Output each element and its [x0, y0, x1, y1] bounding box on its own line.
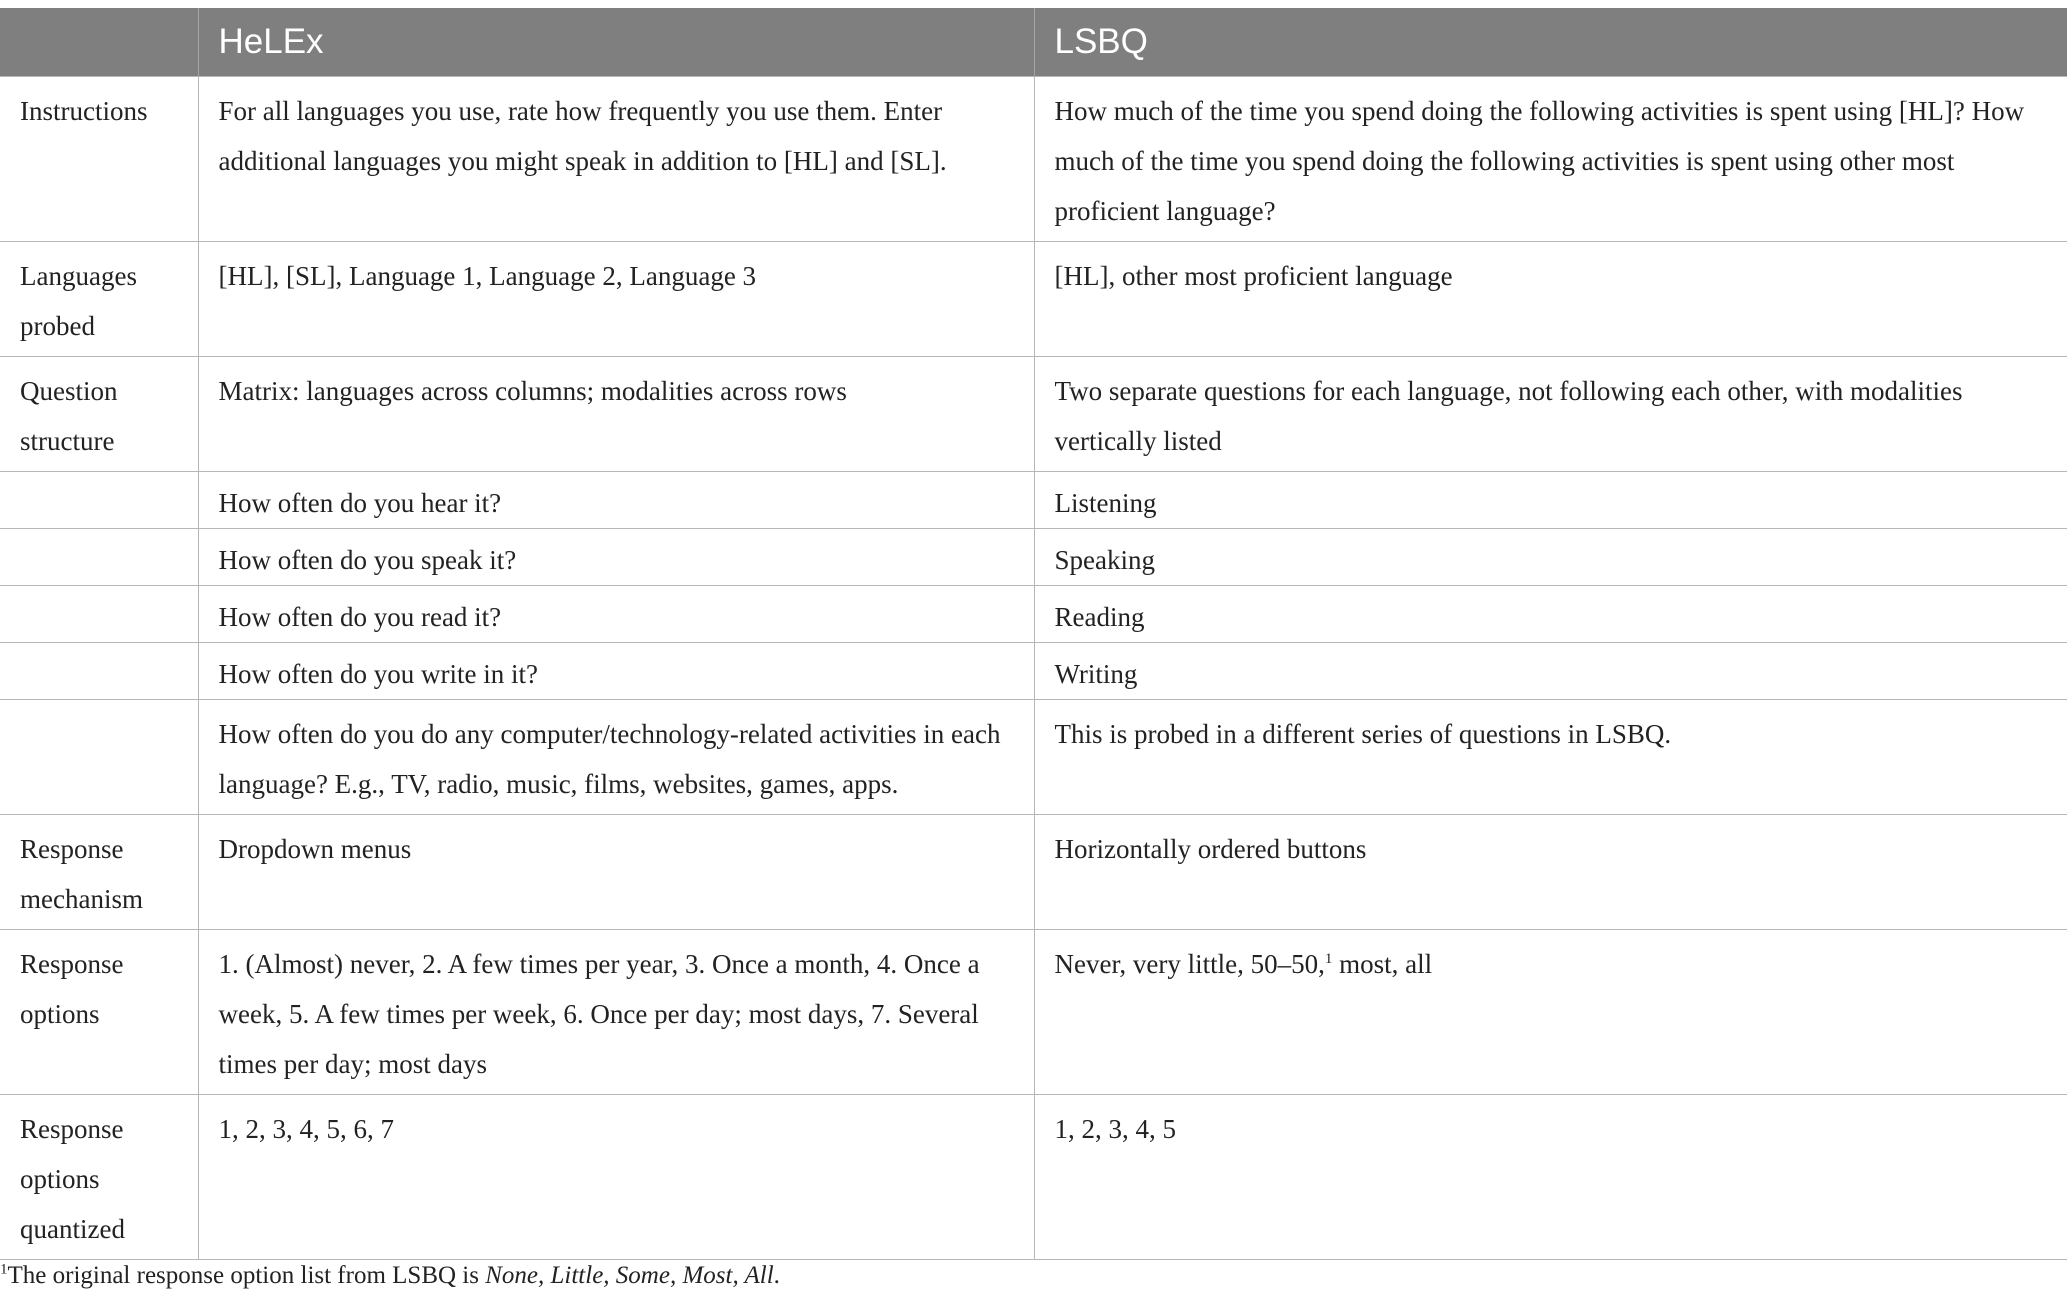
- row-label: Response options: [0, 930, 198, 1095]
- table-row: [0, 529, 2067, 586]
- helex-cell: Dropdown menus: [198, 815, 1034, 930]
- comparison-table: [0, 8, 2067, 1260]
- row-label: [0, 472, 198, 529]
- row-label: Instructions: [0, 77, 198, 242]
- comparison-table-container: [0, 8, 2067, 1260]
- helex-cell: Matrix: languages across columns; modalities across rows: [198, 357, 1034, 472]
- lsbq-cell: Listening: [1034, 472, 2067, 529]
- lsbq-cell: Horizontally ordered buttons: [1034, 815, 2067, 930]
- footnote-marker: 1: [0, 1261, 8, 1278]
- lsbq-text-after: most, all: [1332, 949, 1433, 979]
- table-row: [0, 242, 2067, 357]
- helex-cell: How often do you read it?: [198, 586, 1034, 643]
- row-label: Response options quantized: [0, 1095, 198, 1260]
- helex-cell: [HL], [SL], Language 1, Language 2, Language 3: [198, 242, 1034, 357]
- table-row: [0, 815, 2067, 930]
- helex-cell: How often do you hear it?: [198, 472, 1034, 529]
- helex-cell: 1, 2, 3, 4, 5, 6, 7: [198, 1095, 1034, 1260]
- footnote-italic: None, Little, Some, Most, All: [485, 1262, 774, 1289]
- table-row: [0, 930, 2067, 1095]
- header-blank: [0, 8, 198, 77]
- footnote-text: The original response option list from LSBQ is: [7, 1262, 486, 1289]
- helex-cell: For all languages you use, rate how frequently you use them. Enter additional languages you might speak in addition to [HL] and [SL].: [198, 77, 1034, 242]
- footnote-ref: 1: [1324, 951, 1333, 967]
- lsbq-cell: [HL], other most proficient language: [1034, 242, 2067, 357]
- footnote: [0, 1262, 780, 1290]
- helex-cell: 1. (Almost) never, 2. A few times per year, 3. Once a month, 4. Once a week, 5. A few times per week, 6. Once per day; most days, 7. Several times per day; most days: [198, 930, 1034, 1095]
- helex-cell: How often do you do any computer/technology-related activities in each language? E.g., TV, radio, music, films, websites, games, apps.: [198, 700, 1034, 815]
- table-row: [0, 357, 2067, 472]
- table-row: [0, 700, 2067, 815]
- lsbq-cell: Writing: [1034, 643, 2067, 700]
- lsbq-cell: Two separate questions for each language, not following each other, with modalities vertically listed: [1034, 357, 2067, 472]
- footnote-end: .: [773, 1262, 780, 1289]
- lsbq-cell: [1034, 930, 2067, 1095]
- row-label: Response mechanism: [0, 815, 198, 930]
- row-label: [0, 586, 198, 643]
- row-label: [0, 529, 198, 586]
- lsbq-cell: Reading: [1034, 586, 2067, 643]
- table-row: [0, 586, 2067, 643]
- header-helex: HeLEx: [198, 8, 1034, 77]
- header-lsbq: LSBQ: [1034, 8, 2067, 77]
- header-row: [0, 8, 2067, 77]
- table-row: [0, 1095, 2067, 1260]
- table-row: [0, 643, 2067, 700]
- lsbq-cell: 1, 2, 3, 4, 5: [1034, 1095, 2067, 1260]
- helex-cell: How often do you write in it?: [198, 643, 1034, 700]
- lsbq-cell: How much of the time you spend doing the following activities is spent using [HL]? How much of the time you spend doing the following activities is spent using other most proficient language?: [1034, 77, 2067, 242]
- lsbq-text-before: Never, very little, 50–50,: [1054, 949, 1325, 979]
- lsbq-cell: Speaking: [1034, 529, 2067, 586]
- table-row: [0, 77, 2067, 242]
- table-row: [0, 472, 2067, 529]
- row-label: [0, 643, 198, 700]
- helex-cell: How often do you speak it?: [198, 529, 1034, 586]
- lsbq-cell: This is probed in a different series of questions in LSBQ.: [1034, 700, 2067, 815]
- row-label: Languages probed: [0, 242, 198, 357]
- row-label: [0, 700, 198, 815]
- row-label: Question structure: [0, 357, 198, 472]
